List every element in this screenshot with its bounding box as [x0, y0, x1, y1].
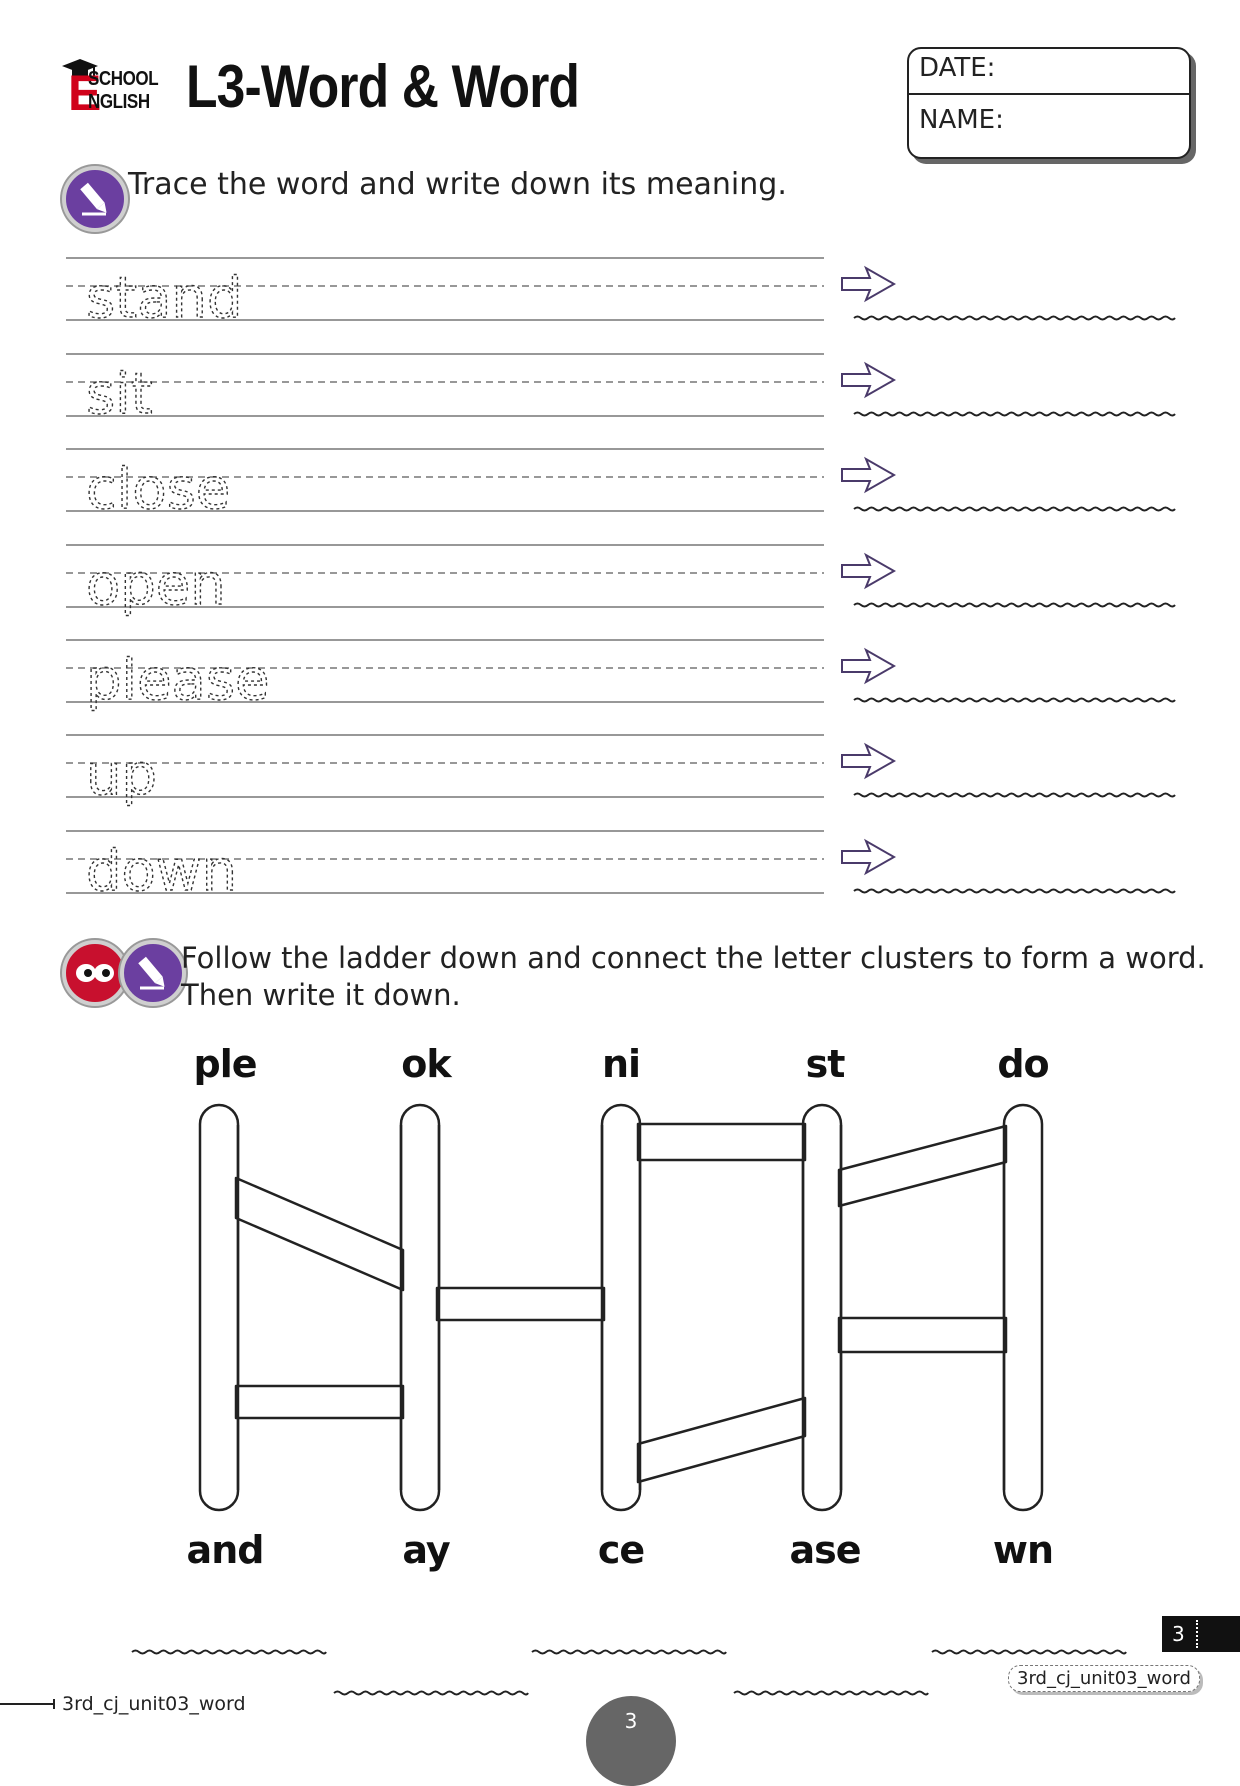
section1-instruction: Trace the word and write down its meaning.	[128, 167, 787, 202]
ladder-pole	[602, 1105, 640, 1510]
trace-word: please	[86, 648, 270, 713]
date-label: DATE:	[919, 53, 996, 83]
trace-word: up	[86, 743, 158, 808]
answer-lines	[132, 1651, 1126, 1695]
ladder-pole	[401, 1105, 439, 1510]
ladder-pole	[1004, 1105, 1042, 1510]
logo-letter-e: E	[68, 65, 102, 121]
top-cluster: ple	[193, 1042, 257, 1086]
logo-english-text: NGLISH	[88, 91, 150, 113]
trace-word: sit	[86, 362, 153, 427]
answer-line[interactable]	[334, 1692, 528, 1695]
top-cluster: st	[805, 1042, 845, 1086]
ladder-rung	[638, 1398, 805, 1482]
ladder-rung	[236, 1178, 403, 1290]
bottom-cluster: ce	[597, 1528, 645, 1572]
page-number: 3	[586, 1696, 676, 1786]
ladder-rung	[236, 1386, 403, 1418]
footer-filename-tag: 3rd_cj_unit03_word	[1008, 1665, 1200, 1692]
bottom-cluster: ase	[789, 1528, 861, 1572]
ladder-rung	[638, 1124, 805, 1160]
name-label: NAME:	[919, 105, 1004, 135]
top-cluster: do	[997, 1042, 1049, 1086]
trace-word: close	[86, 457, 231, 522]
answer-line[interactable]	[734, 1692, 928, 1695]
answer-line[interactable]	[932, 1651, 1126, 1654]
ladder-pole	[803, 1105, 841, 1510]
ladder-rung	[839, 1126, 1006, 1206]
logo-school-text: SCHOOL	[88, 68, 159, 90]
section2-instruction-line2: Then write it down.	[181, 978, 461, 1012]
footer-filename: 3rd_cj_unit03_word	[62, 1693, 246, 1715]
bottom-cluster: wn	[992, 1528, 1054, 1572]
bottom-cluster: and	[186, 1528, 264, 1572]
answer-line[interactable]	[532, 1651, 726, 1654]
trace-word: down	[86, 839, 238, 904]
page-tab-number: 3	[1172, 1622, 1185, 1646]
ladder-pole	[200, 1105, 238, 1510]
top-cluster: ok	[401, 1042, 451, 1086]
trace-word: stand	[86, 266, 243, 331]
answer-line[interactable]	[132, 1651, 326, 1654]
section2-instruction-line1: Follow the ladder down and connect the letter clusters to form a word.	[181, 941, 1206, 975]
bottom-cluster: ay	[402, 1528, 450, 1572]
ladder-rung	[437, 1288, 604, 1320]
top-cluster: ni	[601, 1042, 641, 1086]
trace-word: open	[86, 553, 226, 618]
page-title: L3-Word & Word	[186, 53, 580, 120]
ladder-rung	[839, 1318, 1006, 1352]
page-tab	[1162, 1616, 1240, 1652]
